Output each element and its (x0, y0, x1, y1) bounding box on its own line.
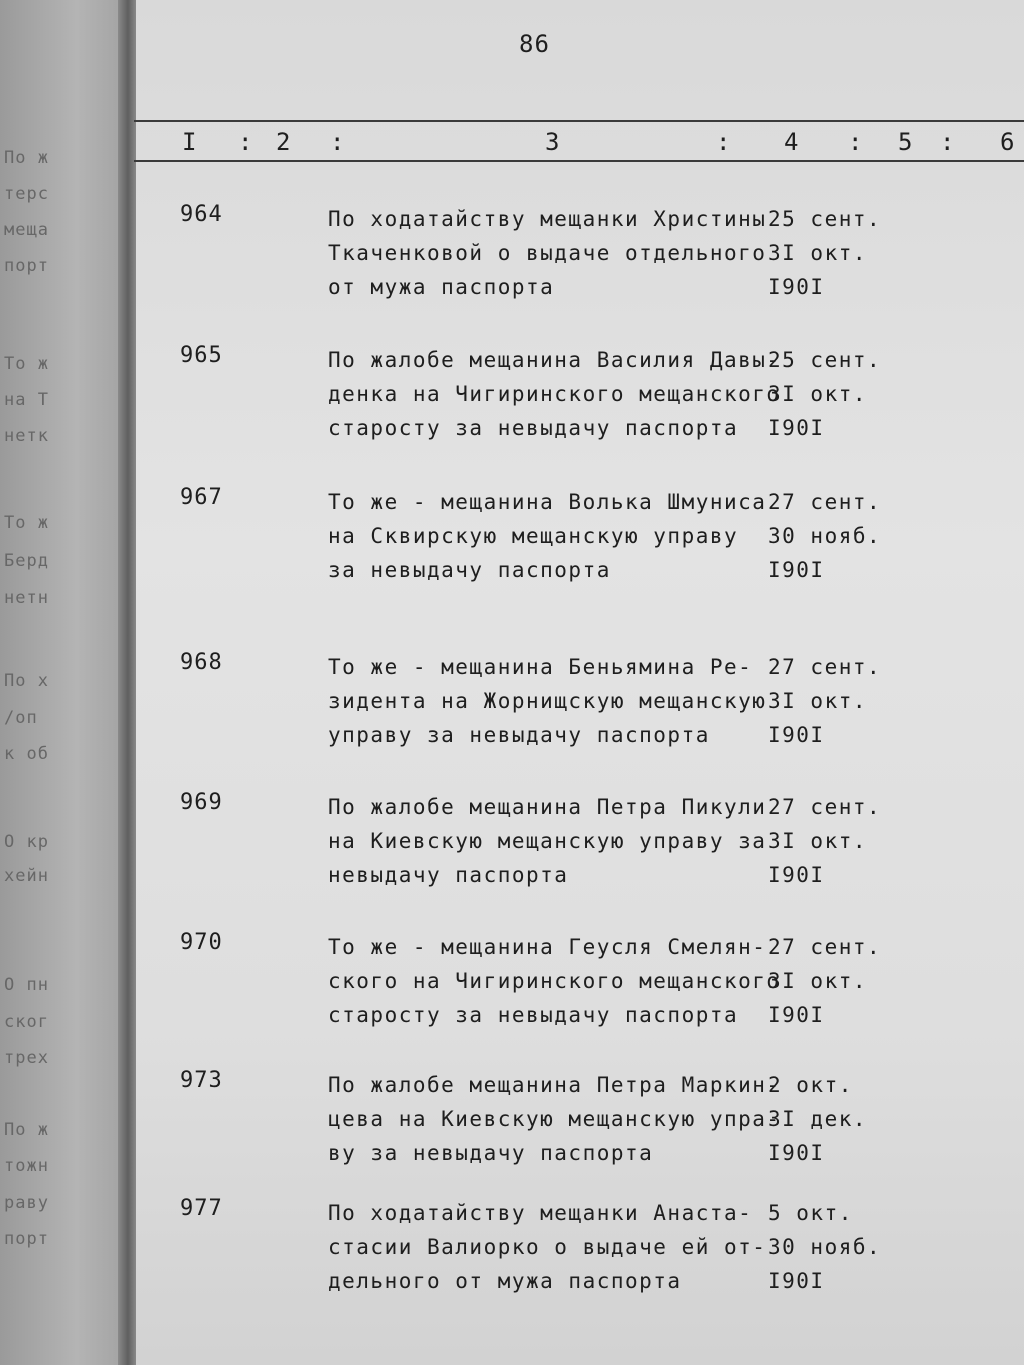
date-year: I90I (768, 1141, 825, 1165)
header-col-6: 6 (1000, 128, 1015, 156)
date-start: 27 сент. (768, 655, 882, 679)
entry-description (328, 202, 768, 304)
header-col-5: 5 (898, 128, 913, 156)
register-entry (0, 202, 1024, 322)
left-page-fragment: к об (4, 744, 49, 764)
description-line: По ходатайству мещанки Христины (328, 207, 767, 231)
date-year: I90I (768, 416, 825, 440)
entry-number: 970 (180, 930, 223, 955)
header-col-3: 3 (545, 128, 560, 156)
entry-description (328, 485, 768, 587)
entry-dates (768, 930, 908, 1032)
header-separator: : (330, 128, 345, 156)
register-entry (0, 485, 1024, 605)
left-page-fragment: По х (4, 671, 49, 691)
description-line: По жалобе мещанина Петра Пикули (328, 795, 767, 819)
description-line: на Сквирскую мещанскую управу (328, 524, 739, 548)
description-line: То же - мещанина Волька Шмуниса (328, 490, 767, 514)
header-separator: : (940, 128, 955, 156)
date-year: I90I (768, 275, 825, 299)
description-line: Ткаченковой о выдаче отдельного (328, 241, 767, 265)
description-line: То же - мещанина Беньямина Ре- (328, 655, 753, 679)
date-start: 25 сент. (768, 207, 882, 231)
left-page-fragment: порт (4, 256, 49, 276)
left-page-fragment: По ж (4, 148, 49, 168)
date-end: 30 нояб. (768, 1235, 882, 1259)
date-end: 30 нояб. (768, 524, 882, 548)
left-page-fragment: То ж (4, 354, 49, 374)
description-line: То же - мещанина Геусля Смелян- (328, 935, 767, 959)
date-start: 2 окт. (768, 1073, 853, 1097)
entry-dates (768, 485, 908, 587)
description-line: за невыдачу паспорта (328, 558, 611, 582)
description-line: цева на Киевскую мещанскую упра- (328, 1107, 781, 1131)
entry-number: 969 (180, 790, 223, 815)
header-separator: : (848, 128, 863, 156)
register-entry (0, 790, 1024, 910)
left-page-fragment: порт (4, 1229, 49, 1249)
entry-description (328, 343, 781, 445)
description-line: на Киевскую мещанскую управу за (328, 829, 767, 853)
entry-dates (768, 343, 908, 445)
date-start: 25 сент. (768, 348, 882, 372)
left-page-fragment: То ж (4, 513, 49, 533)
left-page-fragment: на Т (4, 390, 49, 410)
register-entry (0, 930, 1024, 1050)
date-end: 3I окт. (768, 969, 868, 993)
left-page-fragment: О пн (4, 975, 49, 995)
entry-number: 965 (180, 343, 223, 368)
left-page-fragment: нетк (4, 426, 49, 446)
date-year: I90I (768, 1003, 825, 1027)
date-year: I90I (768, 863, 825, 887)
entry-description (328, 1196, 768, 1298)
entry-dates (768, 1068, 908, 1170)
date-end: 3I окт. (768, 829, 868, 853)
date-end: 3I окт. (768, 689, 868, 713)
header-col-1: I (182, 128, 197, 156)
left-page-fragment: По ж (4, 1120, 49, 1140)
left-page-fragment: тожн (4, 1156, 49, 1176)
left-page-fragment: раву (4, 1193, 49, 1213)
description-line: дельного от мужа паспорта (328, 1269, 682, 1293)
date-year: I90I (768, 723, 825, 747)
description-line: от мужа паспорта (328, 275, 555, 299)
date-year: I90I (768, 558, 825, 582)
description-line: По ходатайству мещанки Анаста- (328, 1201, 753, 1225)
header-col-4: 4 (784, 128, 799, 156)
description-line: По жалобе мещанина Василия Давы- (328, 348, 781, 372)
entry-dates (768, 1196, 908, 1298)
header-separator: : (716, 128, 731, 156)
description-line: денка на Чигиринского мещанского (328, 382, 781, 406)
description-line: старосту за невыдачу паспорта (328, 1003, 739, 1027)
left-page-fragment: терс (4, 184, 49, 204)
date-end: 3I дек. (768, 1107, 868, 1131)
register-entry (0, 1068, 1024, 1188)
register-entry (0, 650, 1024, 770)
description-line: ву за невыдачу паспорта (328, 1141, 654, 1165)
left-page-fragment: О кр (4, 832, 49, 852)
date-start: 5 окт. (768, 1201, 853, 1225)
date-year: I90I (768, 1269, 825, 1293)
left-page-fragment: нетн (4, 588, 49, 608)
description-line: зидента на Жорнищскую мещанскую (328, 689, 767, 713)
description-line: стасии Валиорко о выдаче ей от- (328, 1235, 767, 1259)
description-line: ского на Чигиринского мещанского (328, 969, 781, 993)
left-page-fragment: меща (4, 220, 49, 240)
date-end: 3I окт. (768, 382, 868, 406)
header-bottom-rule (134, 160, 1024, 162)
register-entry (0, 1196, 1024, 1316)
left-page-fragment: /оп (4, 708, 38, 728)
date-start: 27 сент. (768, 795, 882, 819)
entry-dates (768, 202, 908, 304)
entry-number: 967 (180, 485, 223, 510)
entry-number: 973 (180, 1068, 223, 1093)
header-separator: : (238, 128, 253, 156)
left-page-fragment: Берд (4, 551, 49, 571)
date-start: 27 сент. (768, 490, 882, 514)
description-line: старосту за невыдачу паспорта (328, 416, 739, 440)
register-entry (0, 343, 1024, 463)
entry-description (328, 1068, 781, 1170)
left-page-fragment: ског (4, 1012, 49, 1032)
left-page-fragment: трех (4, 1048, 49, 1068)
entry-description (328, 930, 781, 1032)
date-start: 27 сент. (768, 935, 882, 959)
header-col-2: 2 (276, 128, 291, 156)
entry-number: 968 (180, 650, 223, 675)
entry-description (328, 650, 768, 752)
entry-description (328, 790, 768, 892)
entry-number: 964 (180, 202, 223, 227)
entry-dates (768, 650, 908, 752)
page-number: 86 (519, 30, 550, 58)
header-top-rule (134, 120, 1024, 122)
entry-dates (768, 790, 908, 892)
description-line: По жалобе мещанина Петра Маркин- (328, 1073, 781, 1097)
description-line: управу за невыдачу паспорта (328, 723, 710, 747)
left-page-fragment: хейн (4, 866, 49, 886)
description-line: невыдачу паспорта (328, 863, 569, 887)
entry-number: 977 (180, 1196, 223, 1221)
date-end: 3I окт. (768, 241, 868, 265)
